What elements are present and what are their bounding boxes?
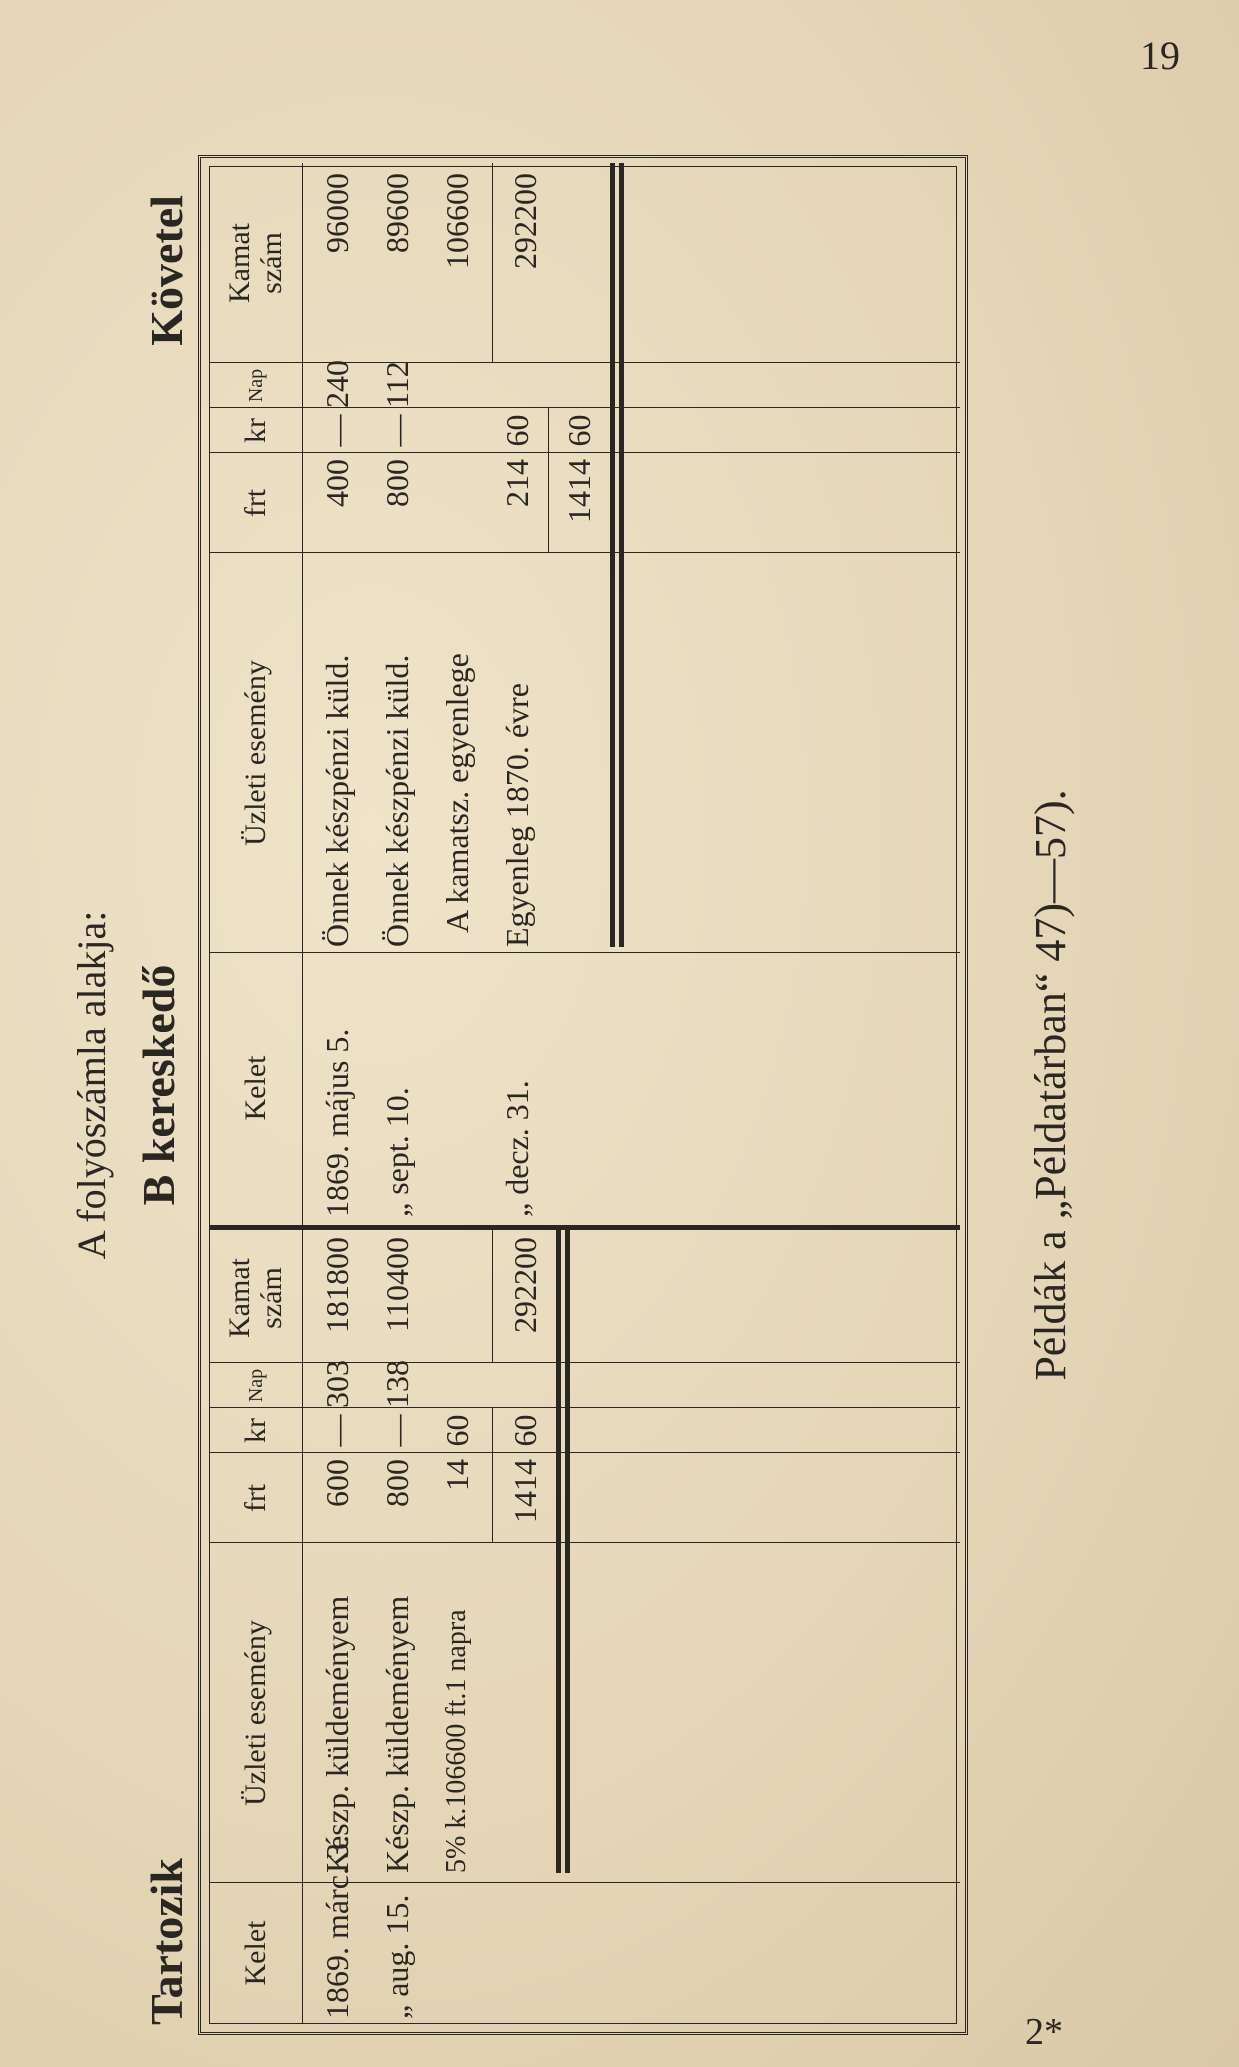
credit-row-1-kelet: 1869. május 5. bbox=[319, 1028, 355, 1217]
col-rule bbox=[210, 952, 960, 953]
debit-row-1-frt: 600 bbox=[319, 1459, 355, 1507]
debit-side-label: Tartozik bbox=[141, 1858, 192, 2025]
debit-header-esemeny: Üzleti esemény bbox=[239, 1620, 272, 1806]
debit-row-2-nap: 138 bbox=[379, 1360, 415, 1408]
credit-header-szam: szám bbox=[255, 232, 288, 294]
credit-row-1-nap: 240 bbox=[319, 360, 355, 408]
credit-header-esemeny: Üzleti esemény bbox=[239, 660, 272, 846]
debit-header-szam: szám bbox=[255, 1267, 288, 1329]
credit-header-nap: Nap bbox=[245, 368, 267, 403]
debit-row-1-esemeny: Készp. küldeményem bbox=[319, 1595, 355, 1873]
debit-header-nap: Nap bbox=[245, 1368, 267, 1403]
debit-sum-rule bbox=[492, 1230, 493, 1363]
debit-header-kelet: Kelet bbox=[239, 1920, 272, 1986]
credit-sum-rule bbox=[548, 408, 549, 553]
credit-row-4-kr: 60 bbox=[499, 414, 535, 447]
debit-double-rule bbox=[565, 1230, 570, 1873]
footnote-reference: Példák a „Példatárban“ 47)—57). bbox=[1026, 789, 1075, 1381]
credit-row-2-esemeny: Önnek készpénzi küld. bbox=[379, 654, 415, 947]
debit-double-rule bbox=[556, 1230, 561, 1873]
credit-double-rule bbox=[610, 163, 615, 947]
debit-row-3-frt: 14 bbox=[439, 1459, 475, 1491]
credit-double-rule bbox=[619, 163, 624, 947]
credit-side-label: Követel bbox=[141, 195, 192, 346]
credit-row-2-nap: 112 bbox=[379, 361, 415, 408]
credit-total-kr: 60 bbox=[561, 414, 597, 447]
credit-row-2-kamat: 89600 bbox=[379, 173, 415, 253]
credit-row-4-frt: 214 bbox=[499, 459, 535, 507]
credit-row-2-frt: 800 bbox=[379, 459, 415, 507]
debit-header-kamat: Kamat bbox=[223, 1258, 256, 1338]
credit-row-1-kr: — bbox=[319, 414, 355, 447]
ledger-table bbox=[198, 155, 968, 2035]
credit-row-2-kr: — bbox=[379, 414, 415, 447]
credit-row-3-esemeny: A kamatsz. egyenlege bbox=[439, 653, 475, 933]
debit-row-2-frt: 800 bbox=[379, 1459, 415, 1507]
credit-total-frt: 1414 bbox=[561, 459, 597, 523]
credit-header-kelet: Kelet bbox=[239, 1055, 272, 1121]
header-divider bbox=[302, 163, 303, 2023]
debit-row-1-kr: — bbox=[319, 1414, 355, 1447]
debit-sum-rule bbox=[492, 1408, 493, 1543]
center-divider bbox=[210, 1225, 960, 1230]
rotated-page-content bbox=[40, 135, 1140, 2035]
page-number: 19 bbox=[1140, 33, 1180, 78]
account-holder: B kereskedő bbox=[133, 964, 184, 1206]
credit-row-4-kelet: „ decz. 31. bbox=[499, 1080, 535, 1217]
signature-mark: 2* bbox=[1025, 2011, 1063, 2053]
credit-header-frt: frt bbox=[239, 488, 272, 518]
ledger-frame bbox=[209, 166, 957, 2024]
debit-row-2-kamat: 110400 bbox=[379, 1237, 415, 1332]
credit-total-kamat: 292200 bbox=[507, 173, 543, 269]
credit-header-kamat: Kamat bbox=[223, 223, 256, 303]
debit-total-frt: 1414 bbox=[507, 1459, 543, 1523]
credit-row-1-frt: 400 bbox=[319, 459, 355, 507]
debit-row-1-kamat: 181800 bbox=[319, 1237, 355, 1333]
credit-header-kr: kr bbox=[239, 418, 272, 443]
debit-header-frt: frt bbox=[239, 1483, 272, 1513]
debit-row-2-kelet: „ aug. 15. bbox=[379, 1894, 415, 2019]
credit-row-1-kamat: 96000 bbox=[319, 173, 355, 253]
debit-row-2-kr: — bbox=[379, 1414, 415, 1447]
credit-sum-rule bbox=[492, 163, 493, 363]
credit-row-2-kelet: „ sept. 10. bbox=[379, 1087, 415, 1217]
debit-header-kamatszam bbox=[210, 1233, 302, 1363]
credit-row-3-kamat: 106600 bbox=[439, 173, 475, 269]
debit-row-1-nap: 303 bbox=[319, 1360, 355, 1408]
debit-total-kr: 60 bbox=[507, 1414, 543, 1447]
debit-row-2-esemeny: Készp. küldeményem bbox=[379, 1595, 415, 1873]
debit-row-3-esemeny: 5% k.106600 ft.1 napra bbox=[441, 1609, 472, 1873]
debit-row-3-kr: 60 bbox=[439, 1414, 475, 1447]
debit-header-kr: kr bbox=[239, 1418, 272, 1443]
debit-total-kamat: 292200 bbox=[507, 1237, 543, 1333]
credit-row-4-esemeny: Egyenleg 1870. évre bbox=[499, 683, 535, 947]
credit-header-kamatszam bbox=[210, 163, 302, 363]
debit-row-1-kelet: 1869. márc. 3. bbox=[319, 1835, 355, 2019]
page-title: A folyószámla alakja: bbox=[69, 910, 114, 1260]
credit-row-1-esemeny: Önnek készpénzi küld. bbox=[319, 654, 355, 947]
